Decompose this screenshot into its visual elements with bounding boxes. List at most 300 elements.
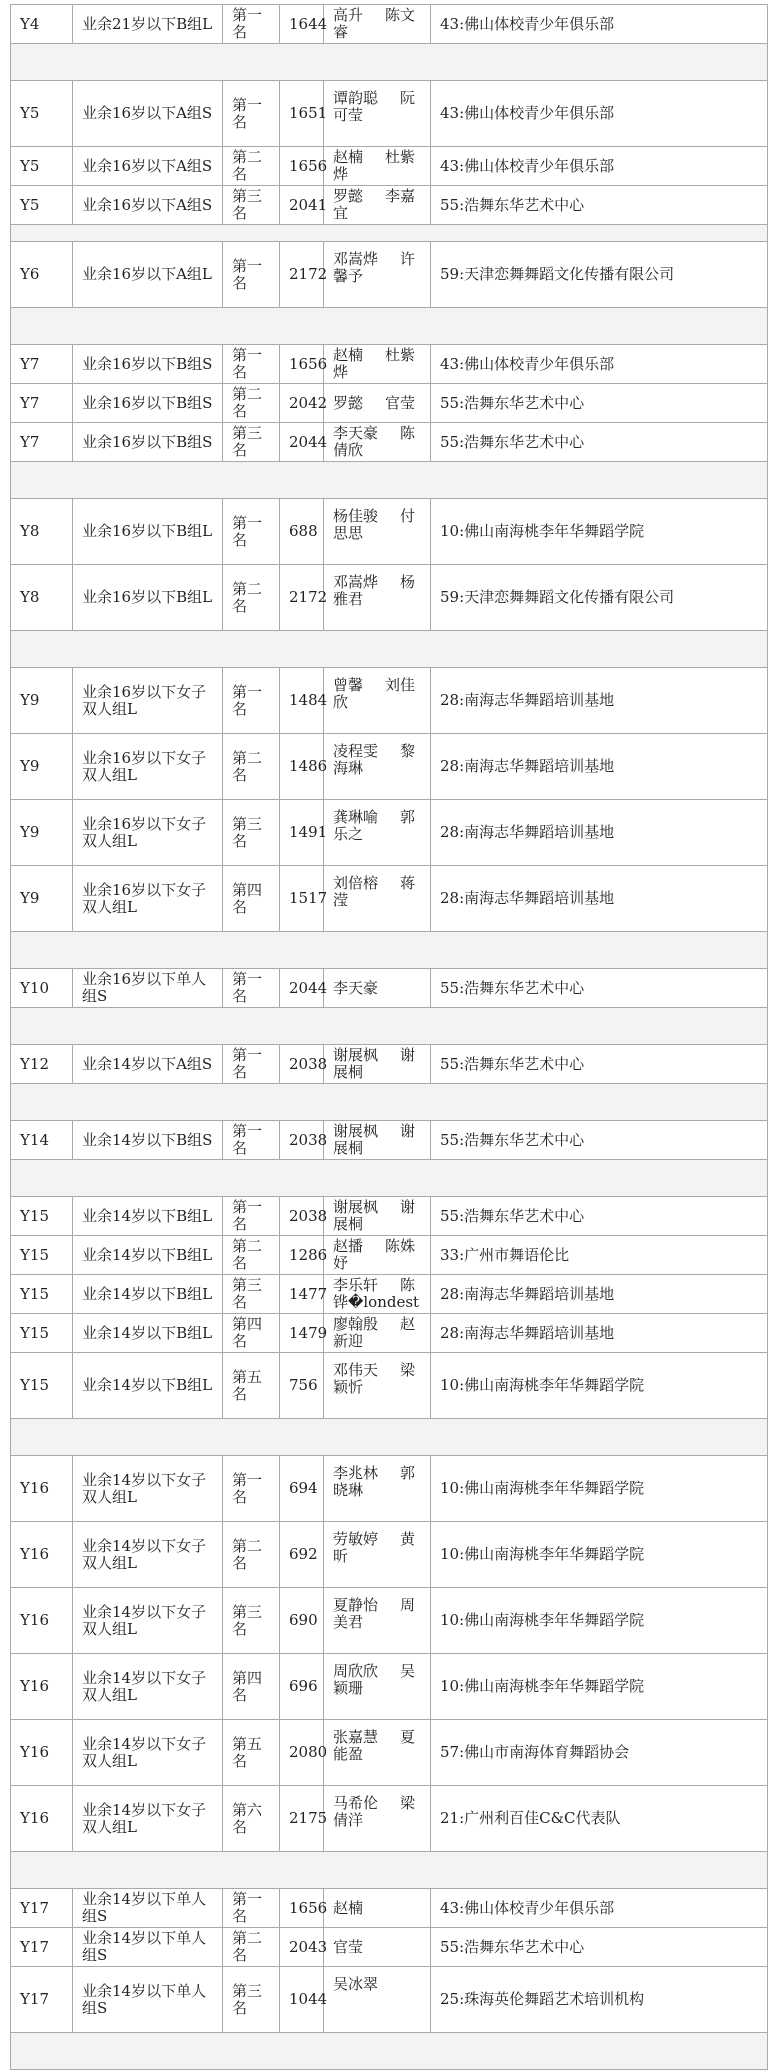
- separator-row: [11, 1084, 768, 1121]
- entry-number-cell: 1517: [280, 866, 324, 932]
- competitors-cell: [324, 499, 431, 565]
- club-cell: 28:南海志华舞蹈培训基地: [431, 668, 768, 734]
- result-row: [11, 1314, 768, 1353]
- group-cell: 业余16岁以下B组S: [73, 345, 223, 384]
- club-cell: 28:南海志华舞蹈培训基地: [431, 800, 768, 866]
- group-cell: 业余14岁以下女子双人组L: [73, 1720, 223, 1786]
- group-cell: 业余16岁以下女子双人组L: [73, 866, 223, 932]
- group-cell: 业余14岁以下女子双人组L: [73, 1456, 223, 1522]
- competitor-1: 马希伦: [333, 1794, 379, 1812]
- separator-row: [11, 462, 768, 499]
- competitor-2: 杜紫烨: [333, 346, 416, 381]
- competitor-2: 杨雅君: [333, 573, 416, 608]
- club-cell: 43:佛山体校青少年俱乐部: [431, 5, 768, 44]
- group-cell: 业余16岁以下A组S: [73, 81, 223, 147]
- place-cell: 第一名: [223, 81, 280, 147]
- competitor-1: 谭韵聪: [333, 89, 379, 107]
- competitor-2: 郭乐之: [333, 808, 416, 843]
- result-row: [11, 384, 768, 423]
- place-cell: 第四名: [223, 1314, 280, 1353]
- entry-number-cell: 1651: [280, 81, 324, 147]
- competitor-2: 蒋滢: [333, 874, 416, 909]
- separator-row: [11, 1852, 768, 1889]
- place-cell: 第五名: [223, 1353, 280, 1419]
- group-cell: 业余16岁以下女子双人组L: [73, 800, 223, 866]
- competitors-cell: [324, 1967, 431, 2033]
- entry-number-cell: 688: [280, 499, 324, 565]
- group-cell: 业余14岁以下A组S: [73, 1045, 223, 1084]
- competitors-cell: [324, 1588, 431, 1654]
- event-code-cell: Y4: [11, 5, 73, 44]
- club-cell: 57:佛山市南海体育舞蹈协会: [431, 1720, 768, 1786]
- club-cell: 43:佛山体校青少年俱乐部: [431, 345, 768, 384]
- competitors-cell: [324, 866, 431, 932]
- entry-number-cell: 2041: [280, 186, 324, 225]
- separator-row: [11, 1419, 768, 1456]
- result-row: [11, 668, 768, 734]
- competitor-1: 李乐轩: [333, 1276, 379, 1294]
- entry-number-cell: 1479: [280, 1314, 324, 1353]
- event-code-cell: Y16: [11, 1588, 73, 1654]
- separator-row: [11, 932, 768, 969]
- place-cell: 第五名: [223, 1720, 280, 1786]
- group-cell: 业余14岁以下B组L: [73, 1314, 223, 1353]
- place-cell: 第三名: [223, 186, 280, 225]
- competitor-2: 谢展桐: [333, 1198, 416, 1233]
- competitors-cell: [324, 969, 431, 1008]
- event-code-cell: Y9: [11, 734, 73, 800]
- event-code-cell: Y9: [11, 800, 73, 866]
- competitors-cell: [324, 186, 431, 225]
- separator-cell: [11, 44, 768, 81]
- group-cell: 业余21岁以下B组L: [73, 5, 223, 44]
- entry-number-cell: 1644: [280, 5, 324, 44]
- entry-number-cell: 1656: [280, 1889, 324, 1928]
- event-code-cell: Y15: [11, 1353, 73, 1419]
- place-cell: 第一名: [223, 5, 280, 44]
- place-cell: 第二名: [223, 565, 280, 631]
- result-row: [11, 242, 768, 308]
- entry-number-cell: 692: [280, 1522, 324, 1588]
- competitors-cell: [324, 81, 431, 147]
- entry-number-cell: 1044: [280, 1967, 324, 2033]
- place-cell: 第一名: [223, 1456, 280, 1522]
- event-code-cell: Y5: [11, 81, 73, 147]
- event-code-cell: Y5: [11, 186, 73, 225]
- separator-cell: [11, 308, 768, 345]
- competitors-cell: [324, 1786, 431, 1852]
- result-row: [11, 1786, 768, 1852]
- group-cell: 业余14岁以下B组L: [73, 1197, 223, 1236]
- separator-row: [11, 1008, 768, 1045]
- competitor-1: 谢展枫: [333, 1122, 379, 1140]
- event-code-cell: Y7: [11, 423, 73, 462]
- place-cell: 第一名: [223, 345, 280, 384]
- club-cell: 55:浩舞东华艺术中心: [431, 1928, 768, 1967]
- entry-number-cell: 2175: [280, 1786, 324, 1852]
- club-cell: 55:浩舞东华艺术中心: [431, 1197, 768, 1236]
- competitors-cell: [324, 734, 431, 800]
- event-code-cell: Y12: [11, 1045, 73, 1084]
- place-cell: 第一名: [223, 1889, 280, 1928]
- results-table: [10, 4, 768, 2070]
- competitor-1: 李天豪: [333, 978, 379, 997]
- place-cell: 第一名: [223, 1121, 280, 1160]
- club-cell: 28:南海志华舞蹈培训基地: [431, 1314, 768, 1353]
- event-code-cell: Y9: [11, 668, 73, 734]
- event-code-cell: Y15: [11, 1314, 73, 1353]
- competitor-1: 高升: [333, 6, 364, 24]
- separator-cell: [11, 1084, 768, 1121]
- event-code-cell: Y14: [11, 1121, 73, 1160]
- competitor-2: 夏能盈: [333, 1728, 416, 1763]
- competitor-2: 梁颖忻: [333, 1361, 416, 1396]
- competitor-1: 罗懿: [333, 187, 364, 205]
- competitor-2: 付思思: [333, 507, 416, 542]
- competitor-1: 曾馨: [333, 676, 364, 694]
- competitor-2: 谢展桐: [333, 1122, 416, 1157]
- club-cell: 10:佛山南海桃李年华舞蹈学院: [431, 499, 768, 565]
- club-cell: 43:佛山体校青少年俱乐部: [431, 147, 768, 186]
- competitor-2: 李嘉宜: [333, 187, 416, 222]
- group-cell: 业余14岁以下女子双人组L: [73, 1588, 223, 1654]
- competitors-cell: [324, 1045, 431, 1084]
- competitors-cell: [324, 1889, 431, 1928]
- place-cell: 第三名: [223, 1275, 280, 1314]
- competitor-1: 劳敏婷: [333, 1530, 379, 1548]
- competitor-1: 李天豪: [333, 424, 379, 442]
- separator-row: [11, 1160, 768, 1197]
- competitor-2: 吴颖珊: [333, 1662, 416, 1697]
- competitor-2: 陈倩欣: [333, 424, 416, 459]
- group-cell: 业余14岁以下女子双人组L: [73, 1786, 223, 1852]
- competitor-2: 官莹: [385, 393, 416, 412]
- group-cell: 业余14岁以下B组S: [73, 1121, 223, 1160]
- competitors-cell: [324, 800, 431, 866]
- competitors-cell: [324, 5, 431, 44]
- competitors-cell: [324, 1275, 431, 1314]
- club-cell: 59:天津恋舞舞蹈文化传播有限公司: [431, 242, 768, 308]
- result-row: [11, 81, 768, 147]
- entry-number-cell: 694: [280, 1456, 324, 1522]
- club-cell: 55:浩舞东华艺术中心: [431, 1121, 768, 1160]
- entry-number-cell: 1656: [280, 147, 324, 186]
- entry-number-cell: 1484: [280, 668, 324, 734]
- competitor-2: 梁倩洋: [333, 1794, 416, 1829]
- competitors-cell: [324, 1928, 431, 1967]
- result-row: [11, 866, 768, 932]
- group-cell: 业余16岁以下单人组S: [73, 969, 223, 1008]
- result-row: [11, 1967, 768, 2033]
- separator-cell: [11, 932, 768, 969]
- place-cell: 第二名: [223, 1522, 280, 1588]
- separator-cell: [11, 462, 768, 499]
- result-row: [11, 565, 768, 631]
- entry-number-cell: 1486: [280, 734, 324, 800]
- entry-number-cell: 2044: [280, 423, 324, 462]
- result-row: [11, 800, 768, 866]
- competitors-cell: [324, 1456, 431, 1522]
- club-cell: 43:佛山体校青少年俱乐部: [431, 1889, 768, 1928]
- group-cell: 业余14岁以下B组L: [73, 1236, 223, 1275]
- event-code-cell: Y16: [11, 1654, 73, 1720]
- entry-number-cell: 2038: [280, 1045, 324, 1084]
- competitors-cell: [324, 147, 431, 186]
- group-cell: 业余16岁以下B组S: [73, 384, 223, 423]
- separator-cell: [11, 1008, 768, 1045]
- result-row: [11, 1889, 768, 1928]
- entry-number-cell: 1656: [280, 345, 324, 384]
- competitor-1: 邓伟天: [333, 1361, 379, 1379]
- club-cell: 25:珠海英伦舞蹈艺术培训机构: [431, 1967, 768, 2033]
- event-code-cell: Y16: [11, 1720, 73, 1786]
- competitors-cell: [324, 1720, 431, 1786]
- separator-row: [11, 308, 768, 345]
- separator-cell: [11, 631, 768, 668]
- competitors-cell: [324, 1121, 431, 1160]
- separator-cell: [11, 2033, 768, 2070]
- place-cell: 第二名: [223, 734, 280, 800]
- separator-row: [11, 225, 768, 242]
- result-row: [11, 1928, 768, 1967]
- result-row: [11, 1522, 768, 1588]
- result-row: [11, 423, 768, 462]
- competitors-cell: [324, 1654, 431, 1720]
- competitors-cell: [324, 668, 431, 734]
- result-row: [11, 499, 768, 565]
- group-cell: 业余16岁以下B组S: [73, 423, 223, 462]
- group-cell: 业余16岁以下A组S: [73, 147, 223, 186]
- competitor-1: 罗懿: [333, 393, 364, 412]
- event-code-cell: Y8: [11, 565, 73, 631]
- result-row: [11, 1045, 768, 1084]
- place-cell: 第三名: [223, 1588, 280, 1654]
- result-row: [11, 1197, 768, 1236]
- entry-number-cell: 690: [280, 1588, 324, 1654]
- competitor-1: 夏静怡: [333, 1596, 379, 1614]
- place-cell: 第三名: [223, 1967, 280, 2033]
- competitor-1: 谢展枫: [333, 1046, 379, 1064]
- result-row: [11, 1456, 768, 1522]
- event-code-cell: Y8: [11, 499, 73, 565]
- place-cell: 第六名: [223, 1786, 280, 1852]
- separator-row: [11, 44, 768, 81]
- club-cell: 55:浩舞东华艺术中心: [431, 384, 768, 423]
- event-code-cell: Y15: [11, 1275, 73, 1314]
- group-cell: 业余16岁以下B组L: [73, 499, 223, 565]
- competitor-1: 周欣欣: [333, 1662, 379, 1680]
- competitors-cell: [324, 1314, 431, 1353]
- entry-number-cell: 2043: [280, 1928, 324, 1967]
- group-cell: 业余16岁以下女子双人组L: [73, 734, 223, 800]
- club-cell: 28:南海志华舞蹈培训基地: [431, 866, 768, 932]
- separator-cell: [11, 1419, 768, 1456]
- result-row: [11, 1275, 768, 1314]
- competitor-2: 阮可莹: [333, 89, 416, 124]
- competitor-1: 谢展枫: [333, 1198, 379, 1216]
- place-cell: 第一名: [223, 969, 280, 1008]
- club-cell: 55:浩舞东华艺术中心: [431, 423, 768, 462]
- place-cell: 第一名: [223, 499, 280, 565]
- competitor-2: 陈姝妤: [333, 1237, 416, 1272]
- entry-number-cell: 2038: [280, 1121, 324, 1160]
- event-code-cell: Y17: [11, 1928, 73, 1967]
- competitors-cell: [324, 345, 431, 384]
- club-cell: 28:南海志华舞蹈培训基地: [431, 1275, 768, 1314]
- competitor-1: 赵楠: [333, 346, 364, 364]
- group-cell: 业余14岁以下单人组S: [73, 1889, 223, 1928]
- group-cell: 业余16岁以下A组L: [73, 242, 223, 308]
- result-row: [11, 1236, 768, 1275]
- place-cell: 第二名: [223, 1236, 280, 1275]
- competitor-2: 郭晓琳: [333, 1464, 416, 1499]
- place-cell: 第一名: [223, 1045, 280, 1084]
- place-cell: 第一名: [223, 242, 280, 308]
- group-cell: 业余14岁以下单人组S: [73, 1928, 223, 1967]
- entry-number-cell: 2038: [280, 1197, 324, 1236]
- entry-number-cell: 696: [280, 1654, 324, 1720]
- group-cell: 业余14岁以下B组L: [73, 1275, 223, 1314]
- competitor-2: 陈铧�londest: [333, 1276, 420, 1311]
- event-code-cell: Y15: [11, 1197, 73, 1236]
- club-cell: 28:南海志华舞蹈培训基地: [431, 734, 768, 800]
- club-cell: 10:佛山南海桃李年华舞蹈学院: [431, 1654, 768, 1720]
- competitor-2: 谢展桐: [333, 1046, 416, 1081]
- entry-number-cell: 2172: [280, 242, 324, 308]
- event-code-cell: Y16: [11, 1522, 73, 1588]
- competitor-2: 赵新迎: [333, 1315, 416, 1350]
- club-cell: 10:佛山南海桃李年华舞蹈学院: [431, 1353, 768, 1419]
- competitor-1: 吴冰翠: [333, 1975, 379, 1993]
- club-cell: 21:广州利百佳C&C代表队: [431, 1786, 768, 1852]
- group-cell: 业余16岁以下女子双人组L: [73, 668, 223, 734]
- place-cell: 第四名: [223, 1654, 280, 1720]
- competitor-1: 邓嵩烨: [333, 573, 379, 591]
- result-row: [11, 1121, 768, 1160]
- club-cell: 55:浩舞东华艺术中心: [431, 969, 768, 1008]
- event-code-cell: Y7: [11, 345, 73, 384]
- competitor-1: 赵楠: [333, 1898, 364, 1917]
- place-cell: 第一名: [223, 668, 280, 734]
- competitors-cell: [324, 1197, 431, 1236]
- result-row: [11, 1588, 768, 1654]
- competitor-1: 官莹: [333, 1937, 364, 1956]
- competitors-cell: [324, 423, 431, 462]
- separator-cell: [11, 1852, 768, 1889]
- group-cell: 业余14岁以下B组L: [73, 1353, 223, 1419]
- competitors-cell: [324, 242, 431, 308]
- competitor-2: 陈文睿: [333, 6, 416, 41]
- event-code-cell: Y16: [11, 1456, 73, 1522]
- competitors-cell: [324, 1353, 431, 1419]
- competitor-2: 刘佳欣: [333, 676, 416, 711]
- entry-number-cell: 1477: [280, 1275, 324, 1314]
- competitor-2: 杜紫烨: [333, 148, 416, 183]
- place-cell: 第三名: [223, 800, 280, 866]
- club-cell: 10:佛山南海桃李年华舞蹈学院: [431, 1588, 768, 1654]
- event-code-cell: Y7: [11, 384, 73, 423]
- competitor-1: 邓嵩烨: [333, 250, 379, 268]
- entry-number-cell: 1491: [280, 800, 324, 866]
- competitor-1: 廖翰殷: [333, 1315, 379, 1333]
- competitor-2: 周美君: [333, 1596, 416, 1631]
- competitor-2: 许馨予: [333, 250, 416, 285]
- entry-number-cell: 1286: [280, 1236, 324, 1275]
- entry-number-cell: 2080: [280, 1720, 324, 1786]
- place-cell: 第三名: [223, 423, 280, 462]
- event-code-cell: Y9: [11, 866, 73, 932]
- competitor-1: 杨佳骏: [333, 507, 379, 525]
- group-cell: 业余14岁以下女子双人组L: [73, 1522, 223, 1588]
- competitors-cell: [324, 384, 431, 423]
- separator-cell: [11, 1160, 768, 1197]
- event-code-cell: Y17: [11, 1889, 73, 1928]
- competitor-1: 李兆林: [333, 1464, 379, 1482]
- entry-number-cell: 2044: [280, 969, 324, 1008]
- place-cell: 第二名: [223, 384, 280, 423]
- group-cell: 业余16岁以下A组S: [73, 186, 223, 225]
- event-code-cell: Y5: [11, 147, 73, 186]
- competitors-cell: [324, 1236, 431, 1275]
- club-cell: 10:佛山南海桃李年华舞蹈学院: [431, 1456, 768, 1522]
- competitor-1: 刘倍榕: [333, 874, 379, 892]
- entry-number-cell: 756: [280, 1353, 324, 1419]
- place-cell: 第二名: [223, 1928, 280, 1967]
- club-cell: 33:广州市舞语伦比: [431, 1236, 768, 1275]
- place-cell: 第二名: [223, 147, 280, 186]
- club-cell: 10:佛山南海桃李年华舞蹈学院: [431, 1522, 768, 1588]
- result-row: [11, 186, 768, 225]
- competitor-1: 龚琳喻: [333, 808, 379, 826]
- club-cell: 59:天津恋舞舞蹈文化传播有限公司: [431, 565, 768, 631]
- result-row: [11, 345, 768, 384]
- event-code-cell: Y10: [11, 969, 73, 1008]
- event-code-cell: Y6: [11, 242, 73, 308]
- results-body: [11, 5, 768, 2070]
- competitors-cell: [324, 1522, 431, 1588]
- event-code-cell: Y16: [11, 1786, 73, 1852]
- competitor-1: 凌程雯: [333, 742, 379, 760]
- result-row: [11, 5, 768, 44]
- club-cell: 55:浩舞东华艺术中心: [431, 1045, 768, 1084]
- place-cell: 第一名: [223, 1197, 280, 1236]
- separator-cell: [11, 225, 768, 242]
- group-cell: 业余14岁以下女子双人组L: [73, 1654, 223, 1720]
- competitor-2: 黎海琳: [333, 742, 416, 777]
- result-row: [11, 1353, 768, 1419]
- club-cell: 55:浩舞东华艺术中心: [431, 186, 768, 225]
- competitor-1: 赵播: [333, 1237, 364, 1255]
- event-code-cell: Y17: [11, 1967, 73, 2033]
- place-cell: 第四名: [223, 866, 280, 932]
- club-cell: 43:佛山体校青少年俱乐部: [431, 81, 768, 147]
- competitor-1: 赵楠: [333, 148, 364, 166]
- separator-row: [11, 631, 768, 668]
- entry-number-cell: 2042: [280, 384, 324, 423]
- result-row: [11, 147, 768, 186]
- competitor-2: 黄昕: [333, 1530, 416, 1565]
- group-cell: 业余16岁以下B组L: [73, 565, 223, 631]
- group-cell: 业余14岁以下单人组S: [73, 1967, 223, 2033]
- competitors-cell: [324, 565, 431, 631]
- separator-row: [11, 2033, 768, 2070]
- result-row: [11, 1654, 768, 1720]
- event-code-cell: Y15: [11, 1236, 73, 1275]
- competitor-1: 张嘉慧: [333, 1728, 379, 1746]
- result-row: [11, 1720, 768, 1786]
- result-row: [11, 734, 768, 800]
- result-row: [11, 969, 768, 1008]
